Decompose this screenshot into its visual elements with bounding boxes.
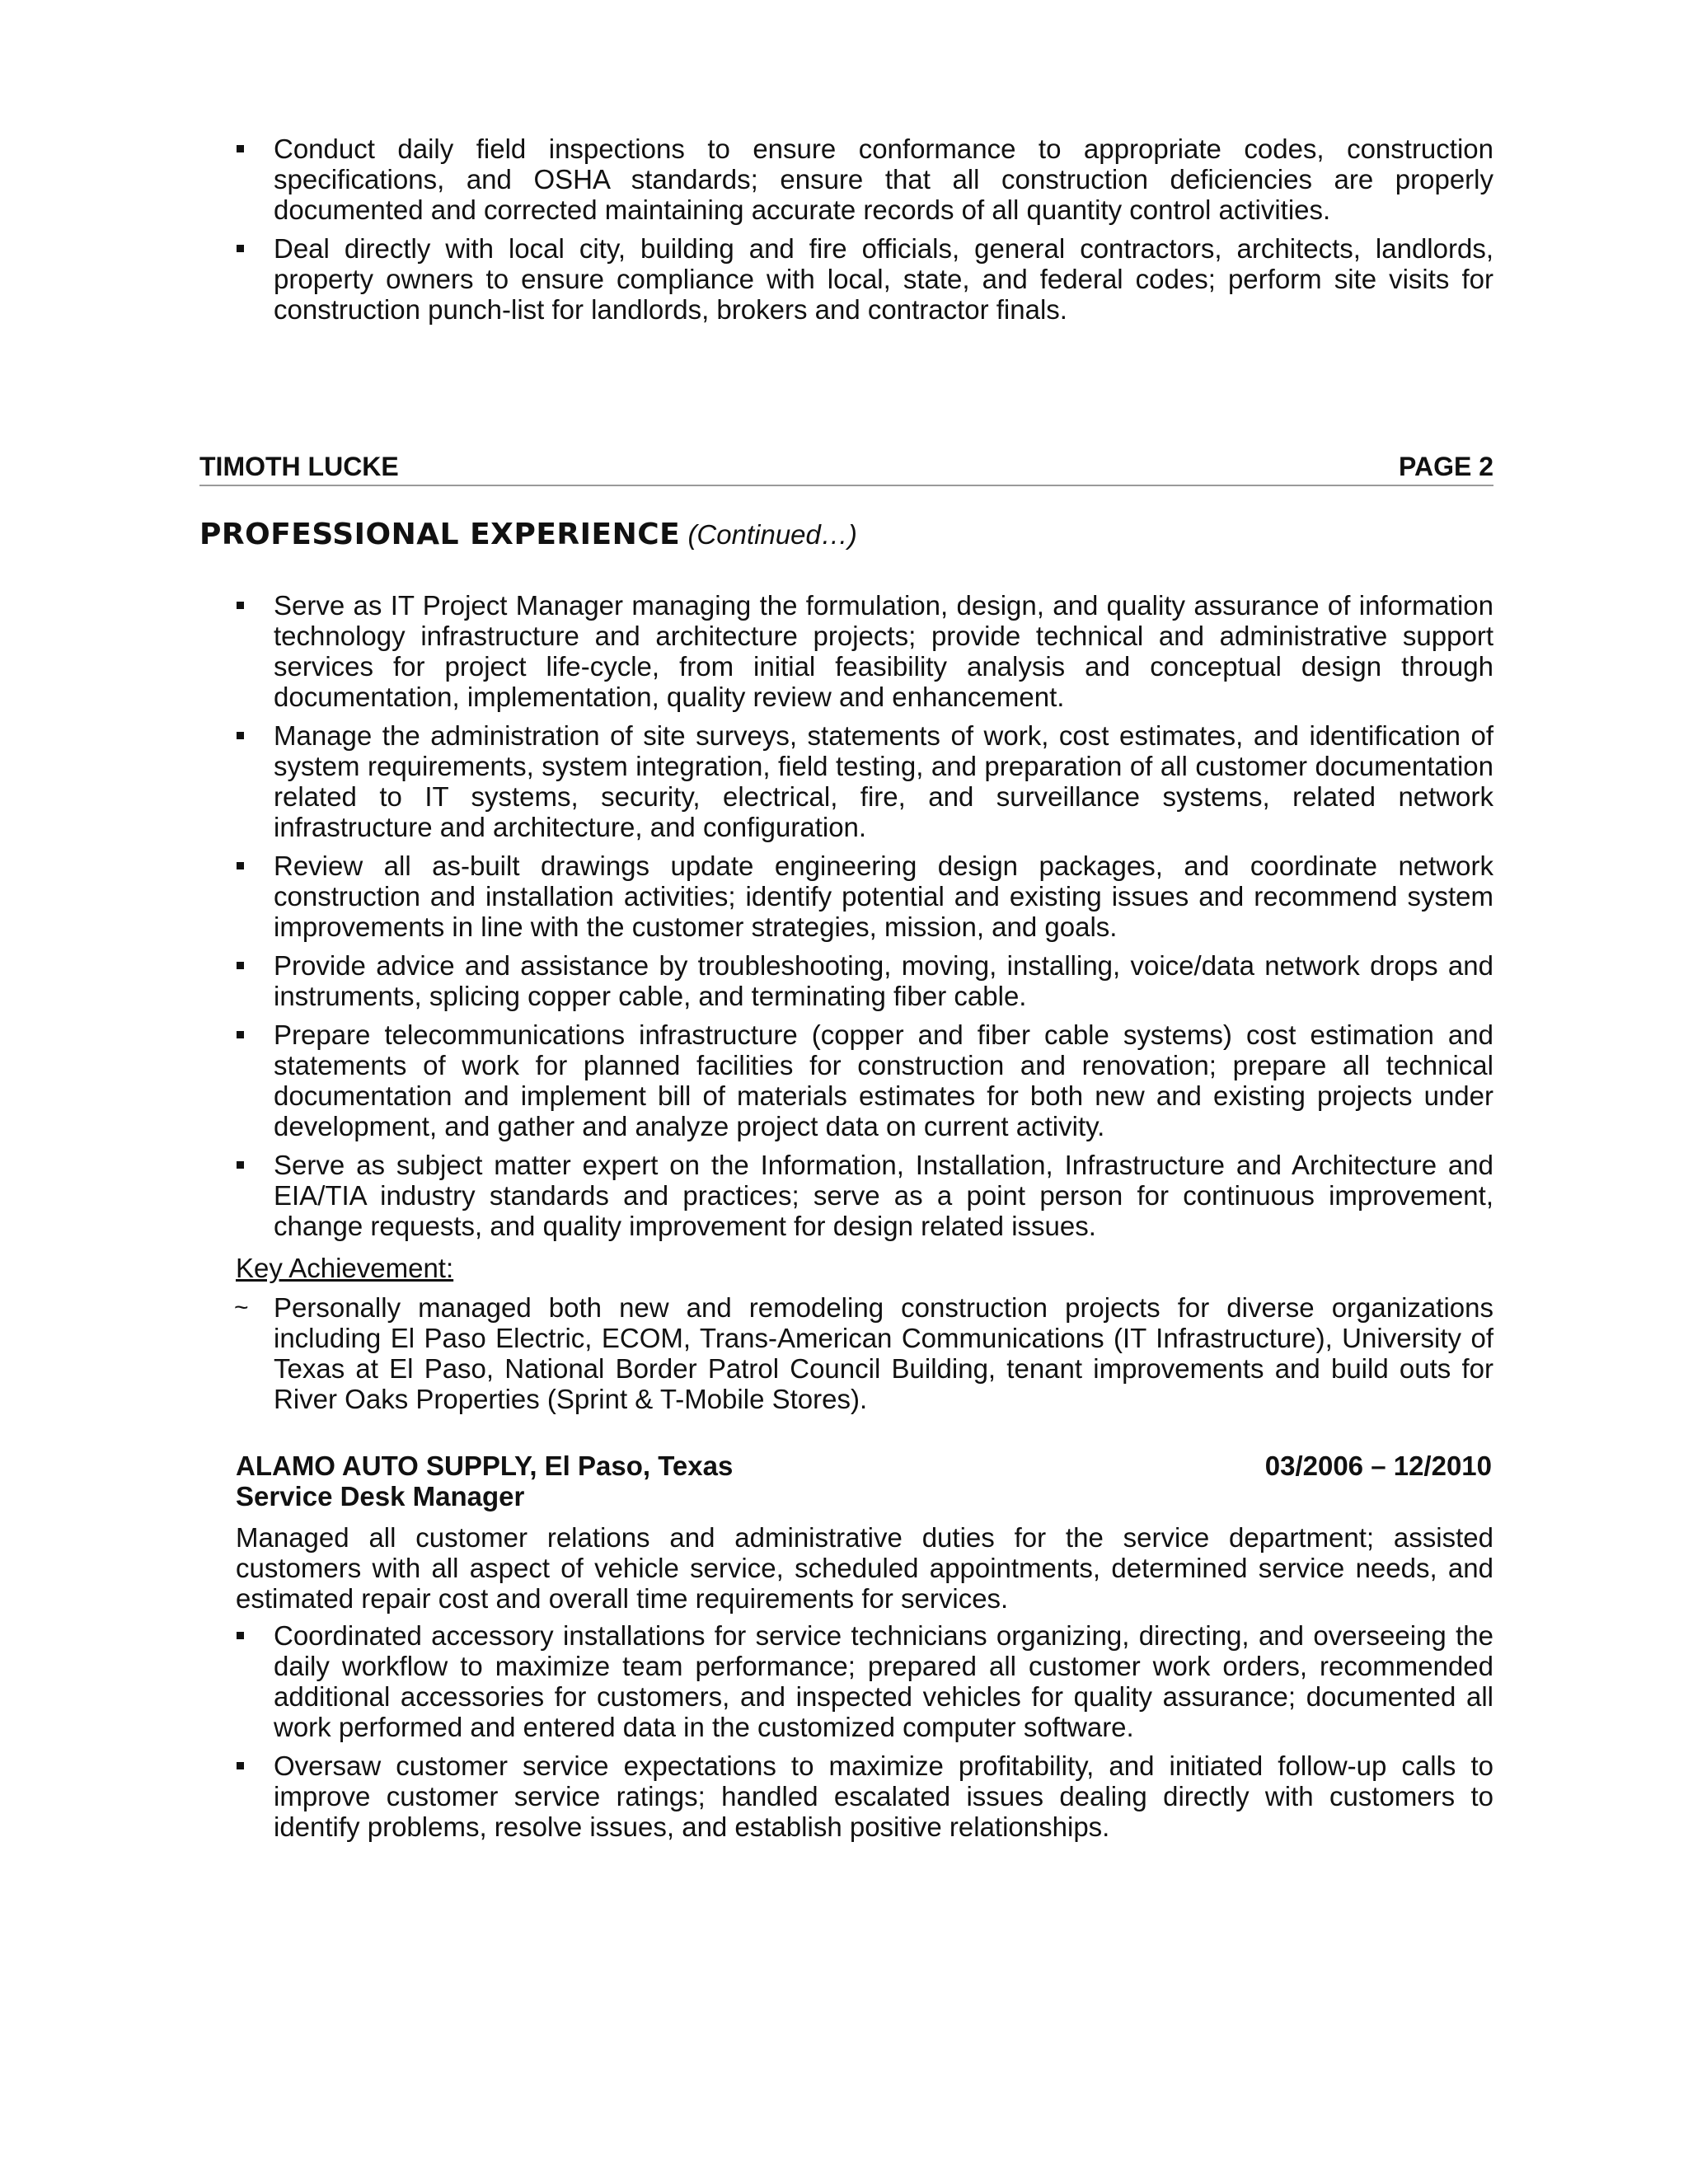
list-item: ~ Personally managed both new and remodeling construction projects for diverse organizations including El Paso Electric, ECOM, Trans-American Communications (IT Infrastructure), University of Texas at El Paso, National Border Patrol Council Building, tenant improvements and build outs for River Oaks Properties (Sprint & T-Mobile Stores). — [234, 1292, 1493, 1414]
job-company: ALAMO AUTO SUPPLY, El Paso, Texas — [236, 1451, 734, 1481]
list-item: Serve as IT Project Manager managing the formulation, design, and quality assurance of information technology infrastructure and architecture projects; provide technical and administrative support services for project life-cycle, from initial feasibility analysis and conceptual design through documentation, implementation, quality review and enhancement. — [199, 590, 1493, 712]
page-number: PAGE 2 — [1399, 452, 1493, 481]
achievement-list — [199, 1292, 1493, 1422]
square-bullet-icon — [237, 1161, 244, 1169]
page-header — [199, 452, 1493, 486]
square-bullet-icon — [237, 732, 244, 739]
top-bullet-list — [199, 134, 1493, 333]
square-bullet-icon — [237, 1031, 244, 1038]
section-continued: (Continued…) — [687, 519, 857, 550]
square-bullet-icon — [237, 962, 244, 969]
square-bullet-icon — [237, 1632, 244, 1639]
job-header — [236, 1451, 1492, 1481]
tilde-bullet-icon: ~ — [234, 1294, 249, 1321]
section-title: PROFESSIONAL EXPERIENCE — [199, 518, 681, 551]
list-item: Coordinated accessory installations for service technicians organizing, directing, and overseeing the daily workflow to maximize team performance; prepared all customer work orders, recommended additional accessories for customers, and inspected vehicles for quality assurance; documented all work performed and entered data in the customized computer software. — [199, 1620, 1493, 1742]
square-bullet-icon — [237, 862, 244, 869]
candidate-name: TIMOTH LUCKE — [199, 452, 399, 481]
experience-bullet-list — [199, 590, 1493, 1249]
job-title: Service Desk Manager — [236, 1481, 525, 1511]
list-item: Conduct daily field inspections to ensure conformance to appropriate codes, construction specifications, and OSHA standards; ensure that all construction deficiencies are properly documented and corrected maintaining accurate records of all quantity control activities. — [199, 134, 1493, 225]
square-bullet-icon — [237, 245, 244, 252]
job-description: Managed all customer relations and administrative duties for the service department; assisted customers with all aspect of vehicle service, scheduled appointments, determined service needs, and estimated repair cost and overall time requirements for services. — [236, 1522, 1493, 1614]
list-item: Review all as-built drawings update engineering design packages, and coordinate network construction and installation activities; identify potential and existing issues and recommend system improvements in line with the customer strategies, mission, and goals. — [199, 851, 1493, 942]
section-heading — [199, 519, 1493, 550]
list-item: Oversaw customer service expectations to maximize profitability, and initiated follow-up calls to improve customer service ratings; handled escalated issues dealing directly with customers to identify problems, resolve issues, and establish positive relationships. — [199, 1750, 1493, 1842]
key-achievement-label: Key Achievement: — [236, 1253, 454, 1283]
list-item: Serve as subject matter expert on the Information, Installation, Infrastructure and Architecture and EIA/TIA industry standards and practices; serve as a point person for continuous improvement, change requests, and quality improvement for design related issues. — [199, 1150, 1493, 1241]
square-bullet-icon — [237, 602, 244, 609]
list-item: Prepare telecommunications infrastructure (copper and fiber cable systems) cost estimation and statements of work for planned facilities for construction and renovation; prepare all technical documentation and implement bill of materials estimates for both new and existing projects under development, and gather and analyze project data on current activity. — [199, 1019, 1493, 1141]
list-item: Deal directly with local city, building and fire officials, general contractors, architects, landlords, property owners to ensure compliance with local, state, and federal codes; perform site visits for construction punch-list for landlords, brokers and contractor finals. — [199, 233, 1493, 325]
square-bullet-icon — [237, 1762, 244, 1769]
list-item: Manage the administration of site surveys, statements of work, cost estimates, and identification of system requirements, system integration, field testing, and preparation of all customer documentation related to IT systems, security, electrical, fire, and surveillance systems, related network infrastructure and architecture, and configuration. — [199, 720, 1493, 842]
square-bullet-icon — [237, 145, 244, 152]
job-bullet-list — [199, 1620, 1493, 1850]
list-item: Provide advice and assistance by troubleshooting, moving, installing, voice/data network drops and instruments, splicing copper cable, and terminating fiber cable. — [199, 950, 1493, 1011]
job-dates: 03/2006 – 12/2010 — [1264, 1451, 1492, 1481]
